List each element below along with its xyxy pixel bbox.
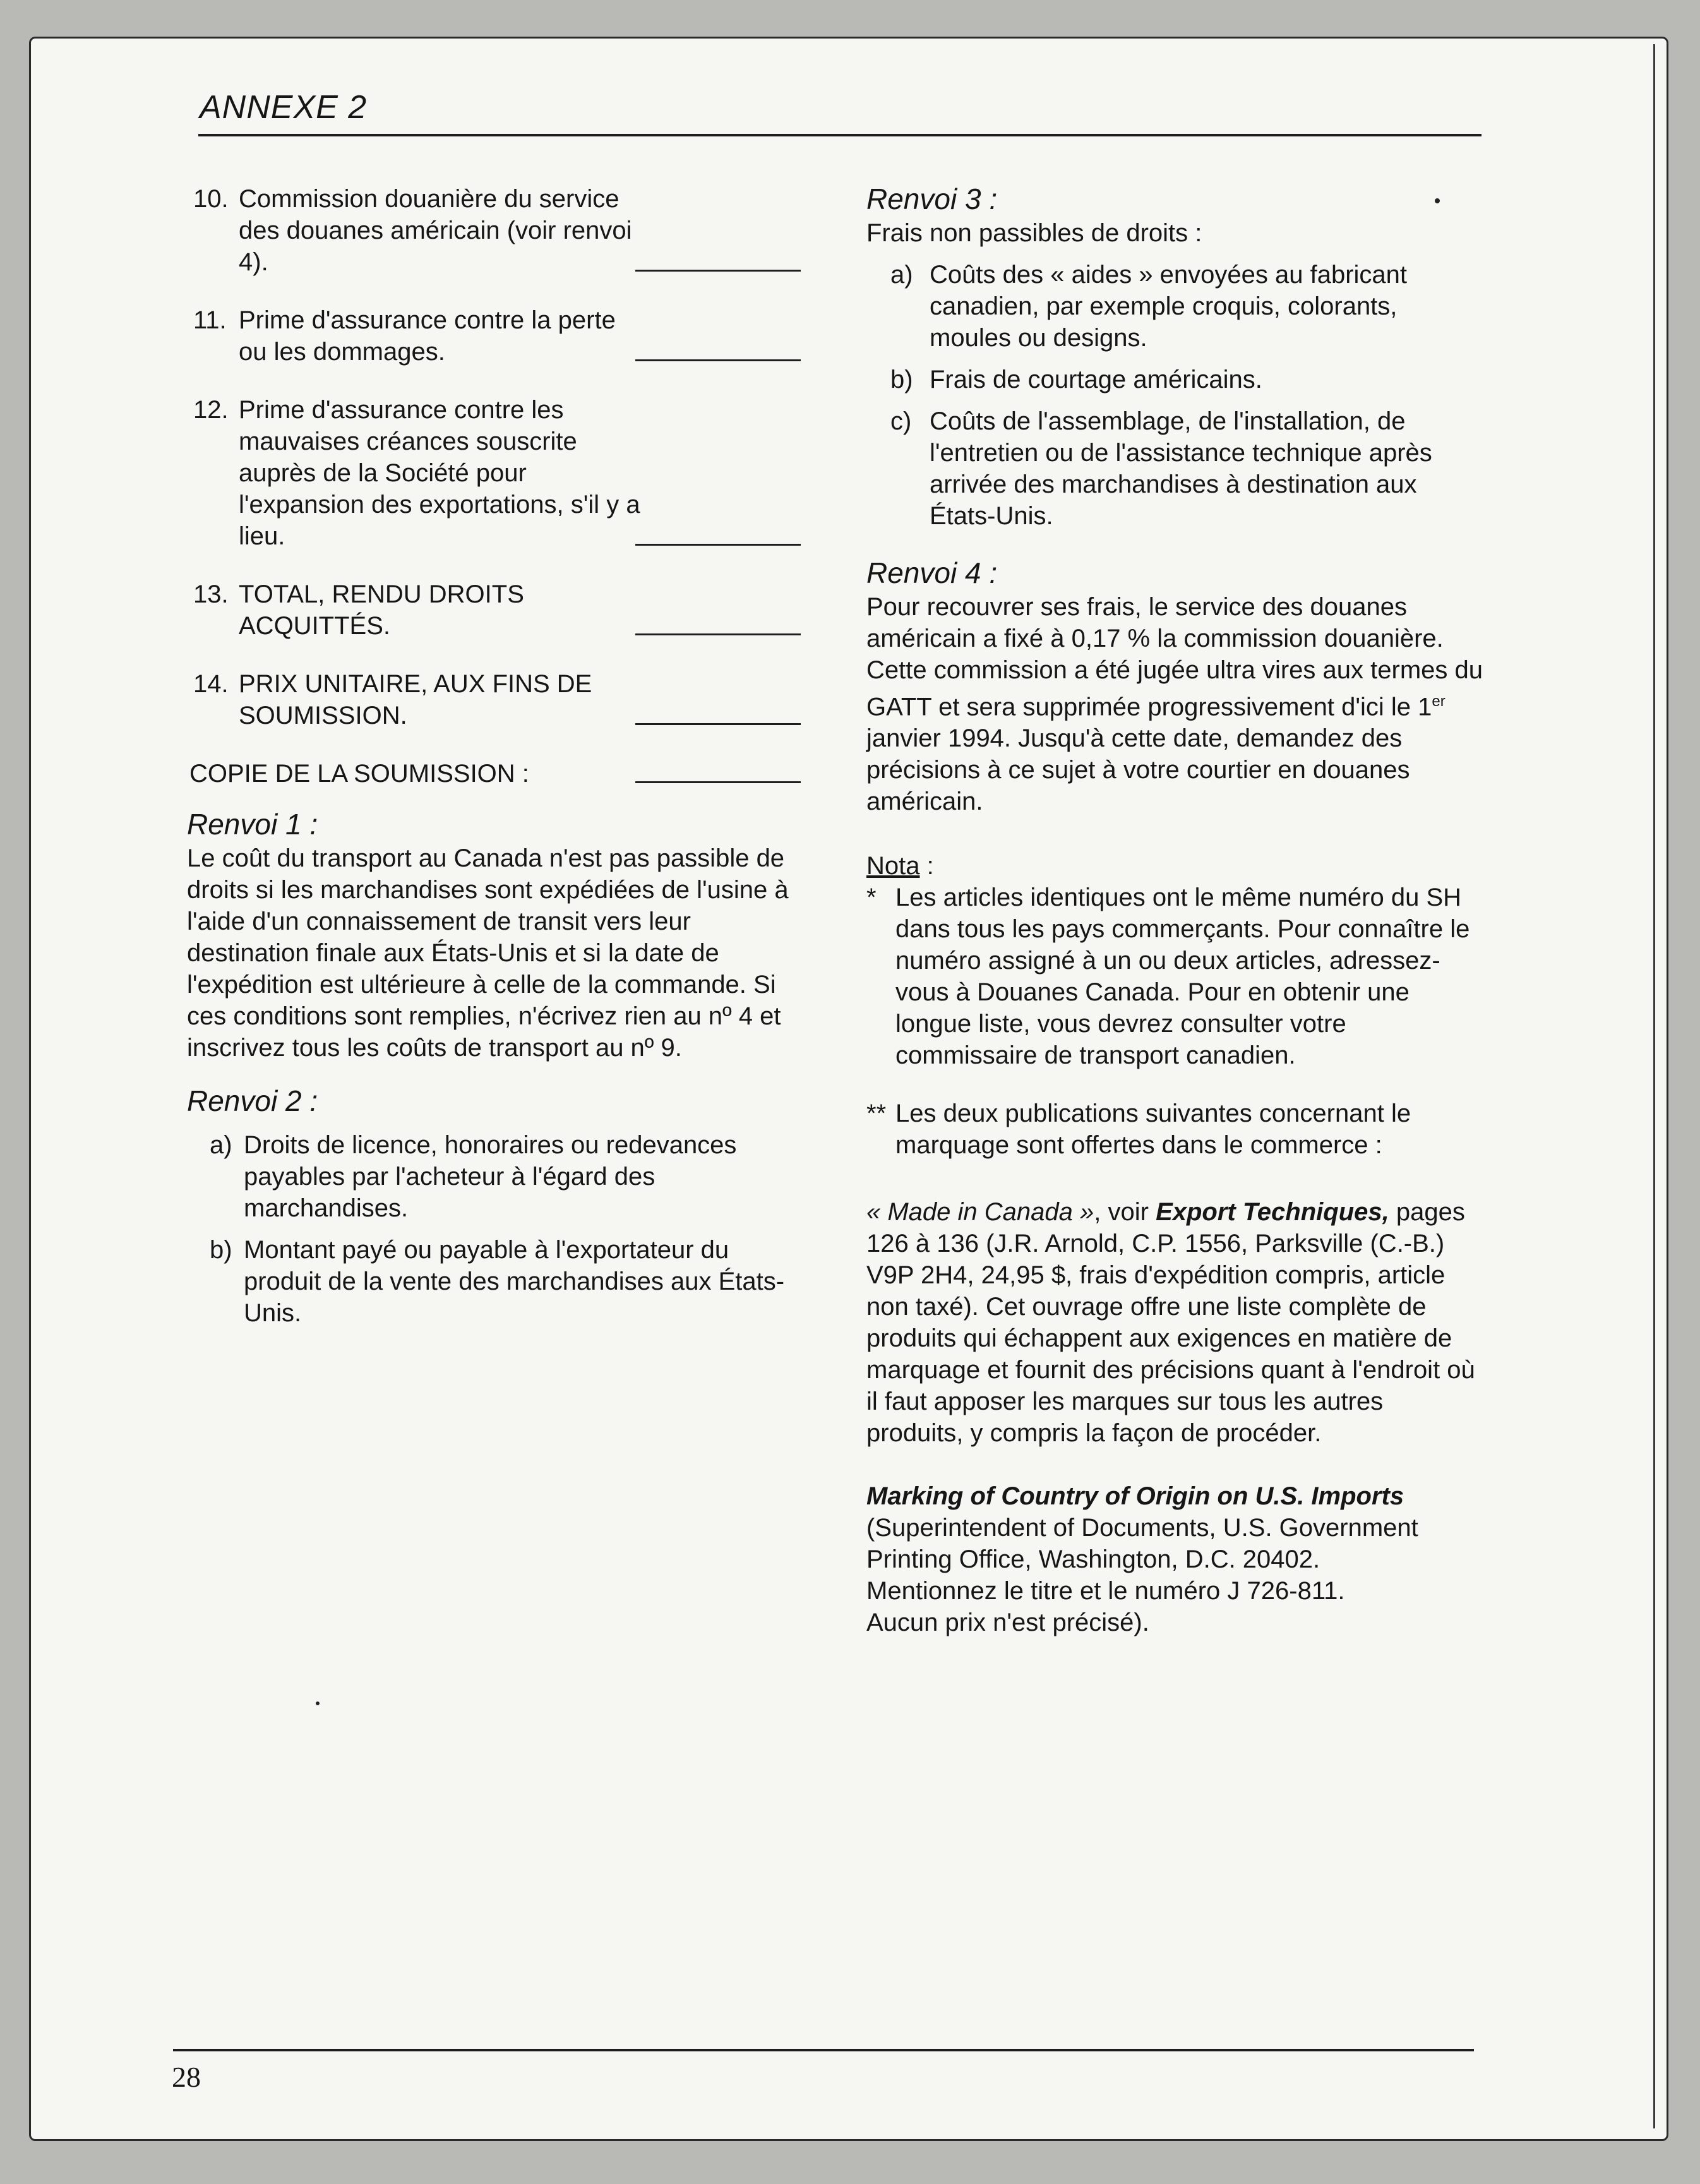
publication-title: « Made in Canada » [866, 1198, 1094, 1227]
item-letter: b) [210, 1236, 232, 1264]
header-rule [198, 134, 1482, 136]
form-item-10 [187, 183, 806, 278]
item-letter: a) [210, 1131, 232, 1159]
item-text: Commission douanière du service des douanes américain (voir renvoi 4). [239, 185, 632, 276]
form-item-11 [187, 304, 806, 368]
fill-in-line [635, 544, 801, 546]
nota-heading [866, 850, 1485, 882]
form-item-13 [187, 579, 806, 642]
nota-label: Nota [866, 852, 920, 880]
item-letter: c) [890, 407, 912, 435]
item-text: Droits de licence, honoraires ou redevances payables par l'acheteur à l'égard des marchandises. [244, 1131, 737, 1222]
item-text: Frais de courtage américains. [930, 366, 1262, 393]
renvoi-4-title: Renvoi 4 : [866, 556, 998, 589]
nota-note-2 [866, 1098, 1485, 1161]
form-item-14 [187, 668, 806, 731]
right-column [866, 181, 1485, 1638]
publication-marking-of-origin [866, 1480, 1485, 1638]
publication-connector: , voir [1094, 1198, 1156, 1227]
item-letter: b) [890, 366, 913, 393]
item-text: Coûts des « aides » envoyées au fabricant canadien, par exemple croquis, colorants, moules ou designs. [930, 261, 1408, 352]
renvoi-3-item-b [866, 364, 1485, 395]
renvoi-1-text: Le coût du transport au Canada n'est pas passible de droits si les marchandises sont expédiées de l'usine à l'aide d'un connaissement de transit vers leur destination finale aux États-Unis et si la date de l'expédition est ultérieure à celle de la commande. Si ces conditions sont remplies, n'écrivez rien au nº 4 et inscrivez tous les coûts de transport au nº 9. [187, 844, 789, 1062]
item-text: Prime d'assurance contre la perte ou les dommages. [239, 306, 616, 366]
publication-source: Export Techniques, [1156, 1198, 1389, 1227]
fill-in-line [635, 359, 801, 361]
fill-in-line [635, 633, 801, 635]
item-letter: a) [890, 261, 913, 289]
item-number: 12. [193, 396, 229, 424]
publication-line: Mentionnez le titre et le numéro J 726-811. [866, 1577, 1345, 1605]
renvoi-2-item-a [187, 1129, 806, 1224]
ordinal-superscript: er [1432, 693, 1446, 710]
double-asterisk-marker: ** [866, 1100, 887, 1128]
fill-in-line [635, 723, 801, 725]
renvoi-3-intro: Frais non passibles de droits : [866, 219, 1202, 247]
renvoi-3-title: Renvoi 3 : [866, 183, 998, 215]
item-number: 14. [193, 670, 229, 698]
note-text: Les deux publications suivantes concernant le marquage sont offertes dans le commerce : [895, 1100, 1411, 1160]
note-text: Les articles identiques ont le même numéro du SH dans tous les pays commerçants. Pour connaître le numéro assigné à un ou deux articles, adressez-vous à Douanes Canada. Pour en obtenir une longue liste, vous devrez consulter votre commissaire de transport canadien. [895, 884, 1470, 1070]
renvoi-4-text-part: janvier 1994. Jusqu'à cette date, demandez des précisions à ce sujet à votre courtier en douanes américain. [866, 724, 1410, 816]
fill-in-line [635, 270, 801, 272]
nota-note-1 [866, 882, 1485, 1071]
item-number: 13. [193, 580, 229, 608]
fill-in-line [635, 781, 801, 783]
scan-speck [316, 1701, 320, 1705]
item-text: Montant payé ou payable à l'exportateur du produit de la vente des marchandises aux États-Unis. [244, 1236, 785, 1327]
renvoi-2-item-b [187, 1234, 806, 1329]
item-text: TOTAL, RENDU DROITS ACQUITTÉS. [239, 580, 524, 640]
renvoi-4-text-part: Pour recouvrer ses frais, le service des douanes américain a fixé à 0,17 % la commission douanière. Cette commission a été jugée ultra vires aux termes du GATT et sera supprimée progressivement d'ici le 1 [866, 593, 1483, 721]
scan-speck [1435, 198, 1440, 203]
copy-of-bid [189, 758, 806, 789]
item-text: PRIX UNITAIRE, AUX FINS DE SOUMISSION. [239, 670, 592, 729]
item-text: Coûts de l'assemblage, de l'installation, de l'entretien ou de l'assistance technique après arrivée des marchandises à destination aux États-Unis. [930, 407, 1432, 530]
footer-rule [173, 2049, 1474, 2051]
renvoi-2-title: Renvoi 2 : [187, 1084, 318, 1117]
publication-line: Aucun prix n'est précisé). [866, 1609, 1149, 1637]
renvoi-3-item-c [866, 405, 1485, 532]
annex-title: ANNEXE 2 [200, 89, 368, 126]
renvoi-3-item-a [866, 259, 1485, 354]
renvoi-4-text [866, 591, 1485, 817]
publication-line: (Superintendent of Documents, U.S. Government Printing Office, Washington, D.C. 20402. [866, 1514, 1418, 1574]
asterisk-marker: * [866, 884, 877, 912]
copy-label: COPIE DE LA SOUMISSION : [189, 760, 529, 788]
renvoi-1-title: Renvoi 1 : [187, 808, 318, 841]
nota-colon: : [919, 852, 934, 880]
page-edge-rule [1653, 44, 1655, 2128]
publication-made-in-canada [866, 1196, 1485, 1449]
left-column [187, 183, 806, 1329]
form-item-12 [187, 394, 806, 552]
item-text: Prime d'assurance contre les mauvaises créances souscrite auprès de la Société pour l'expansion des exportations, s'il y a lieu. [239, 396, 640, 550]
publication-title: Marking of Country of Origin on U.S. Imports [866, 1482, 1404, 1511]
publication-description: pages 126 à 136 (J.R. Arnold, C.P. 1556, Parksville (C.-B.) V9P 2H4, 24,95 $, frais d'expédition compris, article non taxé). Cet ouvrage offre une liste complète de produits qui échappent aux exigences en matière de marquage et fournit des précisions quant à l'endroit où il faut apposer les marques sur tous les autres produits, y compris la façon de procéder. [866, 1198, 1475, 1448]
item-number: 10. [193, 185, 229, 213]
page-number: 28 [172, 2061, 201, 2093]
item-number: 11. [193, 306, 227, 334]
